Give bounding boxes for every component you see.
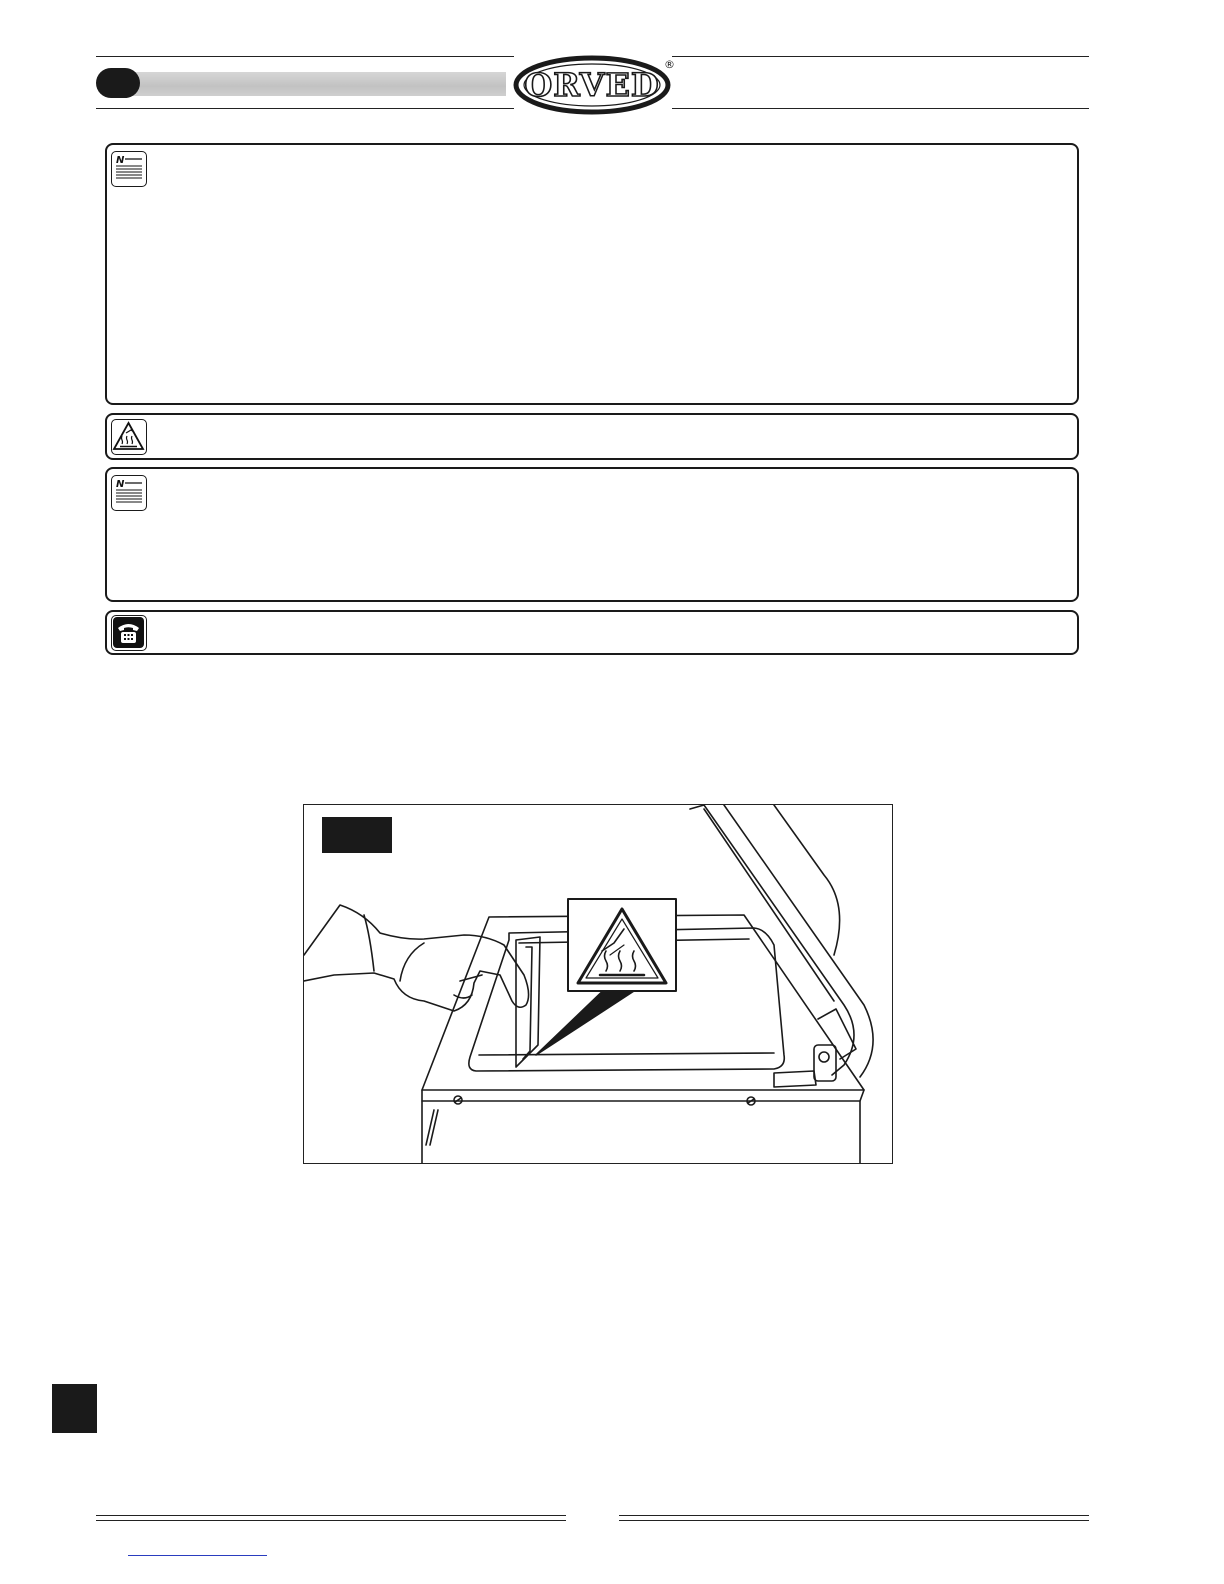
- header-rule-bottom-left: [96, 108, 514, 109]
- side-section-tab: [52, 1384, 97, 1433]
- header-rule-top-right: [672, 56, 1089, 57]
- machine-drawing: [304, 805, 893, 1164]
- svg-text:N: N: [116, 155, 125, 166]
- logo-text: ORVED: [524, 66, 660, 104]
- svg-text:N: N: [116, 479, 125, 490]
- header-gray-bar: [124, 72, 506, 96]
- header-rule-top-left: [96, 56, 514, 57]
- note-box-1: [105, 143, 1079, 405]
- footer-rule-left-1: [96, 1515, 566, 1516]
- sealing-bar-illustration: [303, 804, 893, 1164]
- warning-box-hot-surface: [105, 413, 1079, 460]
- registered-mark: ®: [664, 58, 675, 71]
- note-box-2: [105, 467, 1079, 602]
- phone-support-box: [105, 610, 1079, 655]
- hot-surface-warning-icon: [111, 419, 147, 455]
- note-icon: [111, 475, 147, 511]
- header-rule-bottom-right: [672, 108, 1089, 109]
- footer-rule-left-2: [96, 1520, 566, 1521]
- telephone-icon: [111, 615, 147, 651]
- language-tab: [96, 68, 140, 98]
- footer-rule-right-2: [619, 1520, 1089, 1521]
- footer-link[interactable]: [128, 1555, 267, 1556]
- orved-logo: [512, 54, 676, 116]
- note-icon: [111, 151, 147, 187]
- footer-rule-right-1: [619, 1515, 1089, 1516]
